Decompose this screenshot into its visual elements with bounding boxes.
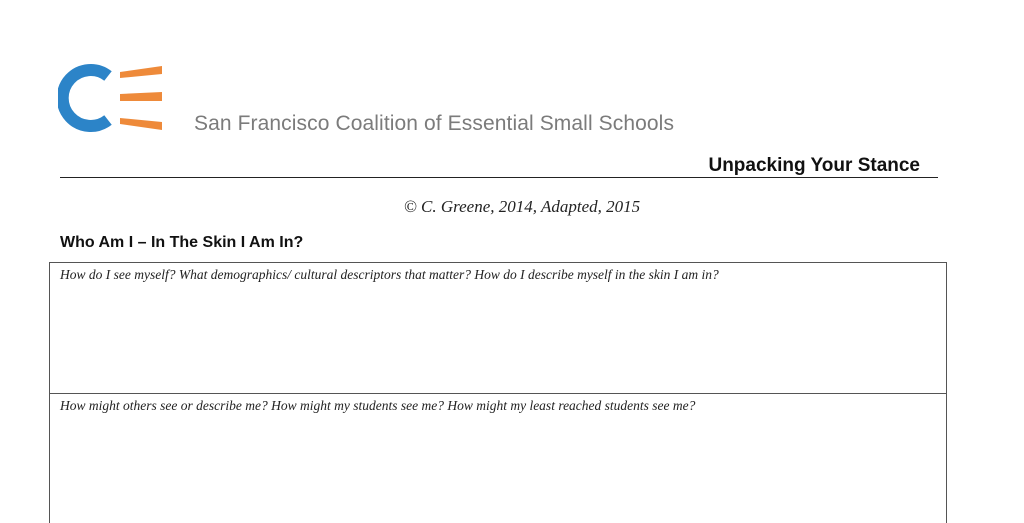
page-title: Unpacking Your Stance <box>708 155 920 176</box>
logo-bar-middle <box>120 92 162 101</box>
response-box-others[interactable] <box>49 393 947 523</box>
logo-bar-top <box>120 66 162 78</box>
logo-bar-bottom <box>120 118 162 130</box>
prompt-others: How might others see or describe me? How might my students see me? How might my least reached students see me? <box>60 398 696 413</box>
logo-c-mark <box>63 70 108 126</box>
organization-name: San Francisco Coalition of Essential Small Schools <box>194 112 675 135</box>
copyright-line: © C. Greene, 2014, Adapted, 2015 <box>403 197 641 216</box>
header-divider <box>60 177 938 178</box>
response-box-self[interactable] <box>49 262 947 394</box>
prompt-self: How do I see myself? What demographics/ cultural descriptors that matter? How do I describe myself in the skin I am in? <box>60 267 719 282</box>
section-heading: Who Am I – In The Skin I Am In? <box>60 234 304 251</box>
coalition-logo <box>58 62 168 134</box>
